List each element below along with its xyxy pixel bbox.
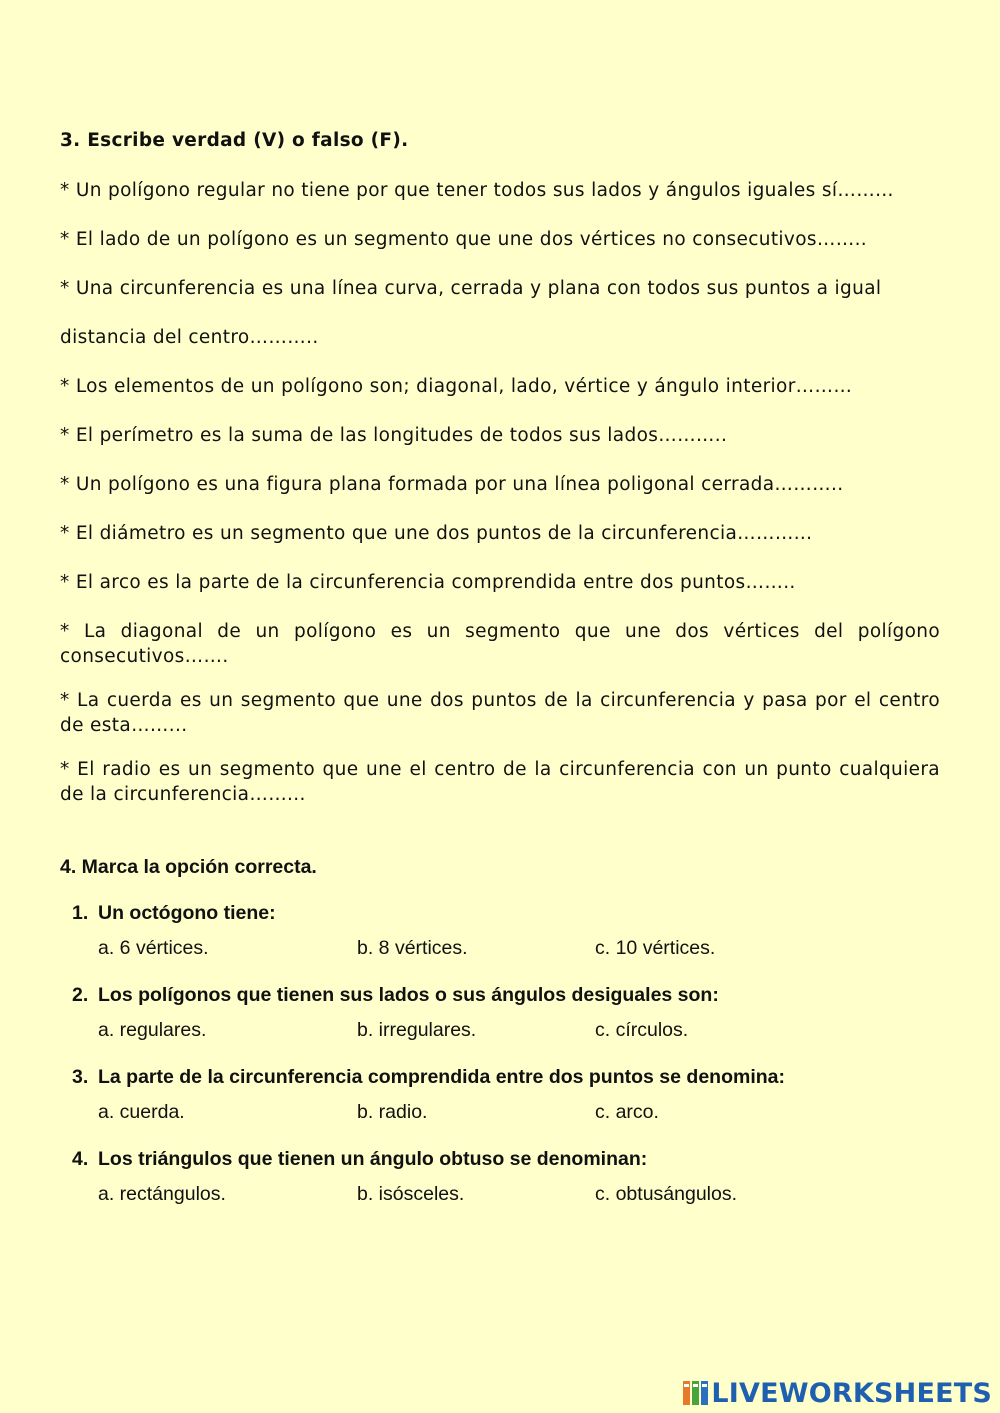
question-3 xyxy=(72,1066,785,1089)
q3-option-b[interactable]: b. radio. xyxy=(357,1101,428,1123)
question-number: 4. xyxy=(72,1148,89,1170)
statement-8: * El arco es la parte de la circunferencia comprendida entre dos puntos…….. xyxy=(60,572,796,593)
statement-10: * La cuerda es un segmento que une dos puntos de la circunferencia y pasa por el centro de esta……... xyxy=(60,690,940,736)
question-text: Un octógono tiene: xyxy=(98,902,276,924)
q3-option-a[interactable]: a. cuerda. xyxy=(98,1101,185,1123)
q4-option-c[interactable]: c. obtusángulos. xyxy=(595,1183,738,1205)
statement-9: * La diagonal de un polígono es un segmento que une dos vértices del polígono consecutivos……. xyxy=(60,621,940,667)
statement-11: * El radio es un segmento que une el centro de la circunferencia con un punto cualquiera de la circunferencia……... xyxy=(60,759,940,805)
q3-option-c[interactable]: c. arco. xyxy=(595,1101,659,1123)
statement-4: * Los elementos de un polígono son; diagonal, lado, vértice y ángulo interior……… xyxy=(60,376,853,397)
section-3-title: 3. Escribe verdad (V) o falso (F). xyxy=(60,130,409,151)
q1-option-a[interactable]: a. 6 vértices. xyxy=(98,937,209,959)
question-text: Los triángulos que tienen un ángulo obtuso se denominan: xyxy=(98,1148,648,1170)
q2-option-c[interactable]: c. círculos. xyxy=(595,1019,689,1041)
question-number: 2. xyxy=(72,984,89,1006)
q1-option-b[interactable]: b. 8 vértices. xyxy=(357,937,468,959)
q4-option-a[interactable]: a. rectángulos. xyxy=(98,1183,226,1205)
liveworksheets-logo-icon xyxy=(683,1379,709,1407)
question-2 xyxy=(72,984,719,1007)
question-text: La parte de la circunferencia comprendida entre dos puntos se denomina: xyxy=(98,1066,785,1088)
statement-5: * El perímetro es la suma de las longitudes de todos sus lados……….. xyxy=(60,425,728,446)
statement-3-continuation: distancia del centro……….. xyxy=(60,327,319,348)
q2-option-b[interactable]: b. irregulares. xyxy=(357,1019,477,1041)
statement-2: * El lado de un polígono es un segmento que une dos vértices no consecutivos…….. xyxy=(60,229,868,250)
q1-option-c[interactable]: c. 10 vértices. xyxy=(595,937,716,959)
question-number: 3. xyxy=(72,1066,89,1088)
statement-7: * El diámetro es un segmento que une dos puntos de la circunferencia………... xyxy=(60,523,813,544)
question-4 xyxy=(72,1148,647,1171)
section-4-title: 4. Marca la opción correcta. xyxy=(60,856,317,878)
question-number: 1. xyxy=(72,902,89,924)
liveworksheets-wordmark: LIVEWORKSHEETS xyxy=(711,1377,992,1409)
statement-3: * Una circunferencia es una línea curva, cerrada y plana con todos sus puntos a igual xyxy=(60,278,882,299)
question-text: Los polígonos que tienen sus lados o sus ángulos desiguales son: xyxy=(98,984,719,1006)
q2-option-a[interactable]: a. regulares. xyxy=(98,1019,207,1041)
q4-option-b[interactable]: b. isósceles. xyxy=(357,1183,465,1205)
liveworksheets-logo xyxy=(683,1376,992,1410)
question-1 xyxy=(72,902,276,925)
statement-1: * Un polígono regular no tiene por que tener todos sus lados y ángulos iguales sí……… xyxy=(60,180,894,201)
statement-6: * Un polígono es una figura plana formada por una línea poligonal cerrada……….. xyxy=(60,474,844,495)
